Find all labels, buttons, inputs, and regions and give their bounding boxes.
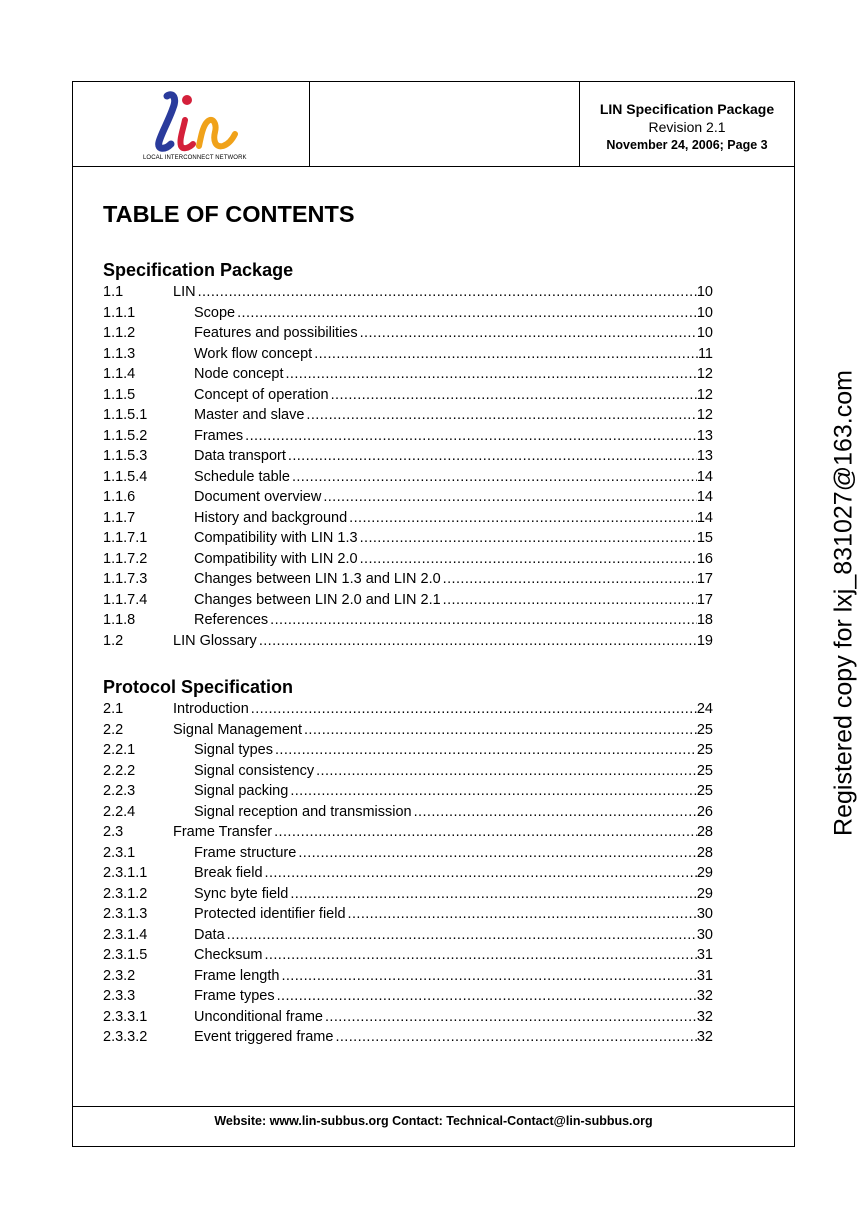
toc-entry[interactable] <box>103 405 713 426</box>
toc-entry-number: 1.1.7.3 <box>103 571 148 587</box>
toc-entry-title: Checksum <box>194 947 263 963</box>
toc-entry-page: 10 <box>696 284 713 300</box>
toc-entry-page: 12 <box>696 407 713 423</box>
toc-entry[interactable] <box>103 986 713 1007</box>
toc-entry-number: 1.1.7.1 <box>103 530 148 546</box>
toc-entry-leader <box>249 699 697 720</box>
toc-entry-title: Features and possibilities <box>194 325 358 341</box>
toc-entry-page: 10 <box>696 304 713 321</box>
toc-entry-leader <box>441 590 697 611</box>
toc-entry-page: 25 <box>696 721 713 738</box>
header-empty-cell <box>309 82 580 166</box>
toc-entry[interactable] <box>103 323 713 344</box>
toc-entry-leader <box>323 1007 697 1028</box>
toc-entry-page: 31 <box>696 967 713 984</box>
toc-entry-page: 26 <box>696 803 713 820</box>
toc-entry-page: 31 <box>696 947 713 963</box>
toc-entry-title: Work flow concept <box>194 345 313 362</box>
toc-entry-title: Sync byte field <box>194 885 289 902</box>
toc-entry[interactable] <box>103 966 713 987</box>
toc-entry-number: 2.3.1 <box>103 844 136 861</box>
toc-entry[interactable] <box>103 385 713 406</box>
toc-entry-leader <box>263 945 697 966</box>
toc-section-protocol-specification <box>103 675 713 1048</box>
toc-entry-page: 14 <box>696 509 713 526</box>
toc-entry-page: 29 <box>696 865 713 881</box>
toc-entry-page: 25 <box>696 742 713 758</box>
toc-entry-leader <box>275 986 697 1007</box>
toc-entry-leader <box>312 344 698 365</box>
toc-entry-title: Scope <box>194 304 236 321</box>
toc-entry-title: Introduction <box>173 701 249 717</box>
toc-entry[interactable] <box>103 467 713 488</box>
toc-entry-title: Changes between LIN 1.3 and LIN 2.0 <box>194 571 441 587</box>
toc-entry-number: 2.3.1.5 <box>103 947 148 963</box>
toc-entry[interactable] <box>103 802 713 823</box>
toc-entry-title: Frame length <box>194 967 280 984</box>
toc-entry[interactable] <box>103 761 713 782</box>
toc-entry-page: 12 <box>696 366 713 382</box>
toc-entry-leader <box>268 610 697 631</box>
toc-entry-number: 1.1.4 <box>103 366 136 382</box>
toc-entry-page: 19 <box>696 632 713 649</box>
toc-entry[interactable] <box>103 1027 713 1048</box>
toc-entry-title: Signal packing <box>194 783 289 799</box>
toc-entry-number: 1.1.5.2 <box>103 427 148 444</box>
toc-entry-leader <box>333 1027 696 1048</box>
toc-entry-page: 28 <box>696 844 713 861</box>
toc-entry-leader <box>347 508 697 529</box>
toc-entry-title: Signal reception and transmission <box>194 803 412 820</box>
toc-entry-page: 25 <box>696 762 713 779</box>
toc-entry-number: 2.3.1.3 <box>103 906 148 922</box>
toc-entry-leader <box>302 720 697 741</box>
toc-entry-title: Master and slave <box>194 407 305 423</box>
toc-entry-number: 1.1.3 <box>103 345 136 362</box>
toc-entry[interactable] <box>103 720 713 741</box>
toc-entry-leader <box>290 467 697 488</box>
toc-entry[interactable] <box>103 426 713 447</box>
toc-entry-title: Compatibility with LIN 2.0 <box>194 550 358 567</box>
toc-entry-leader <box>358 549 697 570</box>
page-frame <box>72 81 795 1147</box>
toc-entry-title: Frame Transfer <box>173 824 273 840</box>
toc-entry-page: 17 <box>696 591 713 608</box>
toc-entry-leader <box>329 385 697 406</box>
toc-entry-leader <box>257 631 697 652</box>
toc-entry-leader <box>288 781 697 802</box>
toc-entry[interactable] <box>103 631 713 652</box>
toc-entry-number: 1.1.7 <box>103 509 136 526</box>
toc-entry[interactable] <box>103 884 713 905</box>
toc-entry-title: Data transport <box>194 448 286 464</box>
toc-entry-number: 1.1.5.1 <box>103 407 148 423</box>
toc-entry-number: 1.1.5.3 <box>103 448 148 464</box>
toc-entry[interactable] <box>103 282 713 303</box>
section-title: Specification Package <box>103 260 294 280</box>
toc-entry-number: 2.3.3.2 <box>103 1029 148 1045</box>
toc-entry-page: 18 <box>696 612 713 628</box>
toc-entry-leader <box>196 282 697 303</box>
toc-entry-title: Protected identifier field <box>194 906 346 922</box>
toc-entry-title: References <box>194 612 269 628</box>
toc-entry[interactable] <box>103 344 713 365</box>
toc-entry-leader <box>346 904 697 925</box>
toc-entry-number: 1.1.5 <box>103 386 136 403</box>
toc-entry-number: 2.3 <box>103 824 124 840</box>
toc-entry-page: 15 <box>696 530 713 546</box>
toc-entry[interactable] <box>103 699 713 720</box>
toc-entry-number: 2.3.2 <box>103 967 136 984</box>
toc-entry-leader <box>283 364 696 385</box>
toc-entry-page: 13 <box>696 448 713 464</box>
toc-entry-leader <box>288 884 697 905</box>
toc-entry-leader <box>321 487 697 508</box>
logo-cell <box>73 82 310 166</box>
toc-entry-number: 1.1.6 <box>103 489 136 505</box>
toc-entry-number: 1.1.7.2 <box>103 550 148 567</box>
toc-entry[interactable] <box>103 364 713 385</box>
toc-entry-number: 1.1.8 <box>103 612 136 628</box>
toc-entry-title: Signal consistency <box>194 762 315 779</box>
toc-entry-title: Schedule table <box>194 468 290 485</box>
watermark: Registered copy for lxj_831027@163.com <box>829 370 858 836</box>
toc-entry-page: 14 <box>696 468 713 485</box>
toc-entry[interactable] <box>103 822 713 843</box>
toc-entry-title: Signal types <box>194 742 273 758</box>
toc-entry-leader <box>243 426 697 447</box>
doc-title: LIN Specification Package <box>599 101 775 117</box>
toc-entry-number: 2.3.3 <box>103 988 136 1004</box>
toc-entry-leader <box>273 740 697 761</box>
toc-entry-title: LIN <box>173 284 196 300</box>
doc-date-page: November 24, 2006; Page 3 <box>606 138 768 152</box>
toc-entry-leader <box>235 303 697 324</box>
toc-section-specification-package <box>103 258 713 651</box>
toc-entry-page: 32 <box>696 1029 713 1045</box>
toc-entry-number: 1.1.5.4 <box>103 468 148 485</box>
toc-entry-title: Compatibility with LIN 1.3 <box>194 530 358 546</box>
toc-entry-number: 1.1.2 <box>103 325 136 341</box>
toc-entry[interactable] <box>103 487 713 508</box>
toc-entry-page: 16 <box>696 550 713 567</box>
toc-entry-leader <box>358 323 697 344</box>
toc-entry-leader <box>358 528 697 549</box>
toc-entry-page: 30 <box>696 906 713 922</box>
toc-entry-page: 14 <box>696 489 713 505</box>
toc-entry[interactable] <box>103 303 713 324</box>
toc-entry-number: 2.2 <box>103 721 124 738</box>
toc-entry-title: Changes between LIN 2.0 and LIN 2.1 <box>194 591 441 608</box>
toc-entry-number: 1.1 <box>103 284 124 300</box>
toc-entry-leader <box>263 863 697 884</box>
toc-entry[interactable] <box>103 945 713 966</box>
lin-logo-icon <box>143 88 253 154</box>
toc-entry[interactable] <box>103 904 713 925</box>
toc-entry[interactable] <box>103 843 713 864</box>
toc-entry-page: 32 <box>696 988 713 1004</box>
toc-entry[interactable] <box>103 446 713 467</box>
toc-entry-title: Break field <box>194 865 263 881</box>
logo-subtitle: LOCAL INTERCONNECT NETWORK <box>143 155 247 161</box>
toc-entry-number: 2.3.1.4 <box>103 926 148 943</box>
toc-entry-title: Frame types <box>194 988 275 1004</box>
toc-entry-page: 32 <box>696 1008 713 1025</box>
toc-entry-title: Node concept <box>194 366 284 382</box>
toc-entry-number: 1.2 <box>103 632 124 649</box>
toc-entry[interactable] <box>103 781 713 802</box>
toc-entry-leader <box>279 966 696 987</box>
toc-entry-title: Data <box>194 926 225 943</box>
toc-entry-leader <box>412 802 697 823</box>
toc-entry[interactable] <box>103 863 713 884</box>
toc-entry-page: 29 <box>696 885 713 902</box>
toc-entry-title: Frame structure <box>194 844 297 861</box>
toc-entry-title: Unconditional frame <box>194 1008 323 1025</box>
page-footer: Website: www.lin-subbus.org Contact: Technical-Contact@lin-subbus.org <box>73 1106 794 1147</box>
toc-entry-number: 1.1.1 <box>103 304 136 321</box>
toc-entry-page: 13 <box>696 427 713 444</box>
toc-entry-title: History and background <box>194 509 348 526</box>
toc-entry-leader <box>296 843 697 864</box>
doc-revision: Revision 2.1 <box>648 119 726 135</box>
toc-entry-leader <box>304 405 696 426</box>
toc-entry[interactable] <box>103 925 713 946</box>
toc-entry-title: Event triggered frame <box>194 1029 334 1045</box>
toc-entry-leader <box>314 761 697 782</box>
toc-entry-number: 2.2.4 <box>103 803 136 820</box>
toc-entry-number: 2.3.1.1 <box>103 865 148 881</box>
toc-entry[interactable] <box>103 590 713 611</box>
toc-entry-title: Signal Management <box>173 721 302 738</box>
toc-entry-number: 2.2.1 <box>103 742 136 758</box>
section-title: Protocol Specification <box>103 677 294 697</box>
toc-entry-page: 24 <box>696 701 713 717</box>
toc-entry-leader <box>286 446 697 467</box>
toc-entry[interactable] <box>103 528 713 549</box>
toc-entry-title: Frames <box>194 427 244 444</box>
toc-entry[interactable] <box>103 549 713 570</box>
toc-entry-number: 2.2.3 <box>103 783 136 799</box>
toc-entry-number: 2.3.1.2 <box>103 885 148 902</box>
toc-entry-page: 11 <box>697 345 713 362</box>
toc-entry-page: 17 <box>696 571 713 587</box>
toc-entry[interactable] <box>103 1007 713 1028</box>
toc-entry-number: 2.2.2 <box>103 762 136 779</box>
toc-entry-page: 25 <box>696 783 713 799</box>
header-info-cell <box>580 82 794 166</box>
toc-entry-page: 10 <box>696 325 713 341</box>
toc-entry-number: 2.3.3.1 <box>103 1008 148 1025</box>
toc-entry-page: 28 <box>696 824 713 840</box>
toc-entry-title: Document overview <box>194 489 322 505</box>
toc-entry[interactable] <box>103 508 713 529</box>
toc-entry[interactable] <box>103 740 713 761</box>
toc-entry-leader <box>441 569 697 590</box>
toc-entry-leader <box>225 925 697 946</box>
toc-title: TABLE OF CONTENTS <box>103 201 355 227</box>
toc-entry-page: 12 <box>696 386 713 403</box>
toc-entry-number: 1.1.7.4 <box>103 591 148 608</box>
toc-entry-number: 2.1 <box>103 701 124 717</box>
toc-entry-title: Concept of operation <box>194 386 329 403</box>
toc-entry[interactable] <box>103 610 713 631</box>
page-header <box>73 82 794 167</box>
toc-entry-page: 30 <box>696 926 713 943</box>
toc-entry-title: LIN Glossary <box>173 632 257 649</box>
toc-entry[interactable] <box>103 569 713 590</box>
toc-entry-leader <box>272 822 697 843</box>
